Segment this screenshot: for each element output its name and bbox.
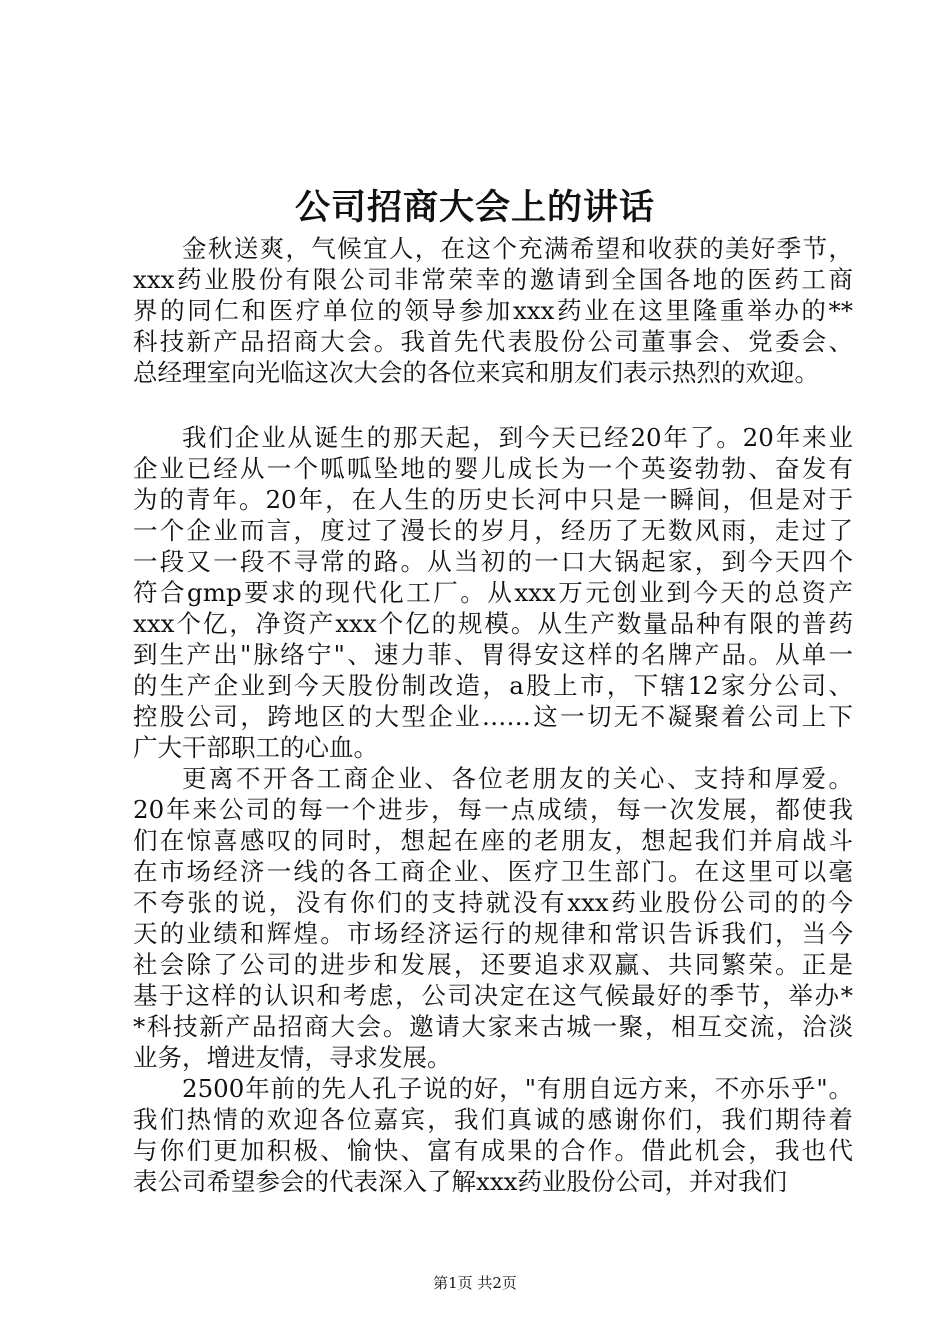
paragraph-line: 我们热情的欢迎各位嘉宾，我们真诚的感谢你们，我们期待着 — [133, 1105, 853, 1134]
paragraph-line: 与你们更加积极、愉快、富有成果的合作。借此机会，我也代 — [133, 1136, 853, 1165]
paragraph-line: 广大干部职工的心血。 — [133, 733, 378, 762]
paragraph-line: 业务，增进友情，寻求发展。 — [133, 1043, 452, 1072]
paragraph-line: 表公司希望参会的代表深入了解xxx药业股份公司，并对我们 — [133, 1167, 787, 1196]
paragraph-line: 金秋送爽，气候宜人，在这个充满希望和收获的美好季节， — [182, 234, 853, 263]
paragraph-line: 科技新产品招商大会。我首先代表股份公司董事会、党委会、 — [133, 327, 853, 356]
paragraph-line: 企业已经从一个呱呱坠地的婴儿成长为一个英姿勃勃、奋发有 — [133, 454, 853, 483]
paragraph-line: 一个企业而言，度过了漫长的岁月，经历了无数风雨，走过了 — [133, 516, 853, 545]
paragraph-line: 控股公司，跨地区的大型企业……这一切无不凝聚着公司上下 — [133, 702, 853, 731]
paragraph-4 — [133, 1073, 853, 1197]
paragraph-line: 总经理室向光临这次大会的各位来宾和朋友们表示热烈的欢迎。 — [133, 358, 819, 387]
paragraph-line: 不夸张的说，没有你们的支持就没有xxx药业股份公司的的今 — [133, 888, 853, 917]
paragraph-line: 们在惊喜感叹的同时，想起在座的老朋友，想起我们并肩战斗 — [133, 826, 853, 855]
paragraph-line: 天的业绩和辉煌。市场经济运行的规律和常识告诉我们，当今 — [133, 919, 853, 948]
paragraph-line: 基于这样的认识和考虑，公司决定在这气候最好的季节，举办* — [133, 981, 853, 1010]
paragraph-line: 我们企业从诞生的那天起，到今天已经20年了。20年来业 — [182, 423, 853, 452]
paragraph-line: 符合gmp要求的现代化工厂。从xxx万元创业到今天的总资产 — [133, 578, 853, 607]
paragraph-line: 到生产出"脉络宁"、速力菲、胃得安这样的名牌产品。从单一 — [133, 640, 853, 669]
paragraph-line: xxx个亿，净资产xxx个亿的规模。从生产数量品种有限的普药 — [133, 609, 853, 638]
paragraph-line: xxx药业股份有限公司非常荣幸的邀请到全国各地的医药工商 — [133, 265, 853, 294]
paragraph-line: 2500年前的先人孔子说的好，"有朋自远方来，不亦乐乎"。 — [182, 1074, 853, 1103]
page-footer: 第1页 共2页 — [433, 1274, 517, 1292]
paragraph-line: 在市场经济一线的各工商企业、医疗卫生部门。在这里可以毫 — [133, 857, 853, 886]
paragraph-line: 更离不开各工商企业、各位老朋友的关心、支持和厚爱。 — [182, 764, 853, 793]
paragraph-line: 一段又一段不寻常的路。从当初的一口大锅起家，到今天四个 — [133, 547, 853, 576]
paragraph-line: 社会除了公司的进步和发展，还要追求双赢、共同繁荣。正是 — [133, 950, 853, 979]
paragraph-1 — [133, 233, 853, 388]
paragraph-line: 20年来公司的每一个进步，每一点成绩，每一次发展，都使我 — [133, 795, 853, 824]
paragraph-3 — [133, 763, 853, 1073]
paragraph-2 — [133, 422, 853, 763]
paragraph-line: 为的青年。20年，在人生的历史长河中只是一瞬间，但是对于 — [133, 485, 853, 514]
paragraph-line: 的生产企业到今天股份制改造，a股上市，下辖12家分公司、 — [133, 671, 853, 700]
paragraph-line: 界的同仁和医疗单位的领导参加xxx药业在这里隆重举办的** — [133, 296, 853, 325]
document-title: 公司招商大会上的讲话 — [294, 187, 655, 228]
paragraph-line: *科技新产品招商大会。邀请大家来古城一聚，相互交流，洽淡 — [133, 1012, 853, 1041]
